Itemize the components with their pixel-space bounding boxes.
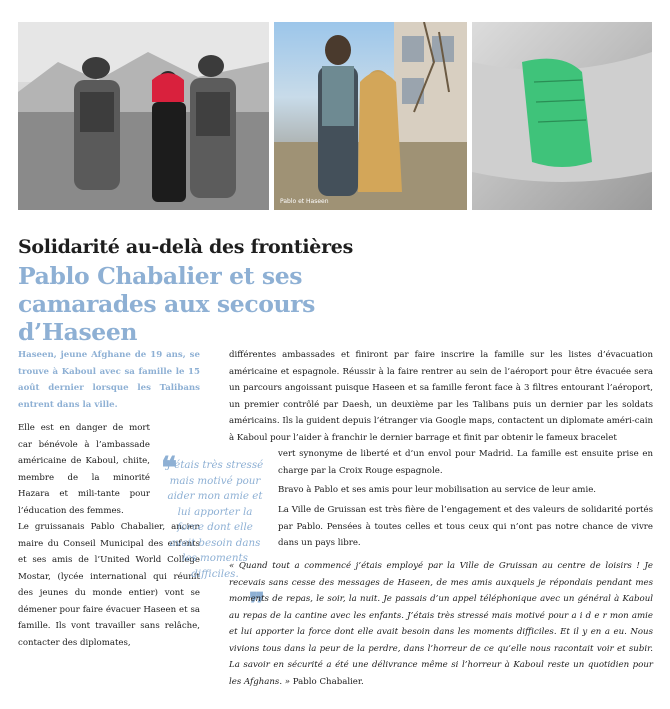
paragraph-col1-1: Elle est en danger de mort car bénévole à l’ambassade américaine de Kaboul, chiite, membre de la minorité Hazara et mili-tante pour l’éducation des femmes.	[18, 423, 150, 516]
pablo-haseen-photo	[274, 22, 467, 210]
wristband-photo	[472, 22, 652, 210]
photo-caption: Pablo et Haseen	[280, 198, 329, 205]
testimony-text: « Quand tout a commencé j’étais employé par la Ville de Gruissan au centre de loisirs ! Je recevais sans cesse des messages de Haseen, de mes amis auxquels je répondais pendant mes moments de repas, le soir, la nuit. Je passais d’un appel téléphonique avec un général à Kaboul au repas de la cantine avec les enfants. J’étais très stressé mais motivé pour a i d e r mon amie et lui apporter la force dont elle avait besoin dans les moments difficiles. Et il y en a eu. Nous vivions tous dans la peur de la perdre, dans l’horreur de ce qu’elle nous racontait voir et subir. La savoir en sécurité a été une délivrance même si l’horreur à Kaboul reste un quotidien pour les Afghans. »	[229, 561, 653, 687]
testimony	[229, 558, 653, 690]
paragraph-col2-2: Bravo à Pablo et ses amis pour leur mobilisation au service de leur amie.	[278, 485, 597, 495]
paragraph-col2-1a: différentes ambassades et finiront par faire inscrire la famille sur les listes d’évacuation américaine et espagnole. Réussir à la faire rentrer au sein de l’aéroport pour être évacuée sera un parcours angoissant puisque Haseen et sa famille feront face à 3 filtres entourant l’aéroport, un premier contrôlé par Daesh, un deuxième par les Talibans puis un dernier par les soldats américains. Ils la guident depuis l’étranger via Google maps, contactent un diplomate améri-cain à Kaboul pour l’aider à franchir le dernier barrage et finit par obtenir le fameux bracelet	[229, 350, 653, 443]
paragraph-col2-3: La Ville de Gruissan est très fière de l’engagement et des valeurs de solidarité portés par Pablo. Pensées à toutes celles et tous ceux qui n’ont pas notre chance de vivre dans un pays libre.	[278, 505, 653, 548]
paragraph-col2-1b: vert synonyme de liberté et d’un envol pour Madrid. La famille est ensuite prise en charge par la Croix Rouge espagnole.	[278, 449, 653, 476]
article-title: Solidarité au-delà des frontières	[18, 236, 353, 258]
open-quote-icon: ❝	[161, 451, 178, 486]
pull-quote-text: J’étais très stressé mais motivé pour aider mon amie et lui apporter la force dont elle avait besoin dans les moments difficiles.	[166, 459, 264, 580]
wristband-illustration	[472, 22, 652, 210]
testimony-author: Pablo Chabalier.	[292, 676, 364, 687]
pablo-haseen-illustration	[274, 22, 467, 210]
soldiers-photo	[18, 22, 269, 210]
close-quote-icon: ❞	[248, 587, 265, 622]
soldiers-illustration	[18, 22, 269, 210]
article-subtitle: Pablo Chabalier et ses camarades aux secours d’Haseen	[18, 262, 315, 346]
paragraph-col1-2: Le gruissanais Pablo Chabalier, ancien maire du Conseil Municipal des enfants et ses amis de l’United World College Mostar, (lycée international qui réunit des jeunes du monde entier) vont se démener pour faire évacuer Haseen et sa famille. Ils vont travailler sans relâche, contacter des diplomates,	[18, 522, 200, 648]
article-lead: Haseen, jeune Afghane de 19 ans, se trouve à Kaboul avec sa famille le 15 août dernier lorsque les Talibans entrent dans la ville.	[18, 350, 200, 410]
